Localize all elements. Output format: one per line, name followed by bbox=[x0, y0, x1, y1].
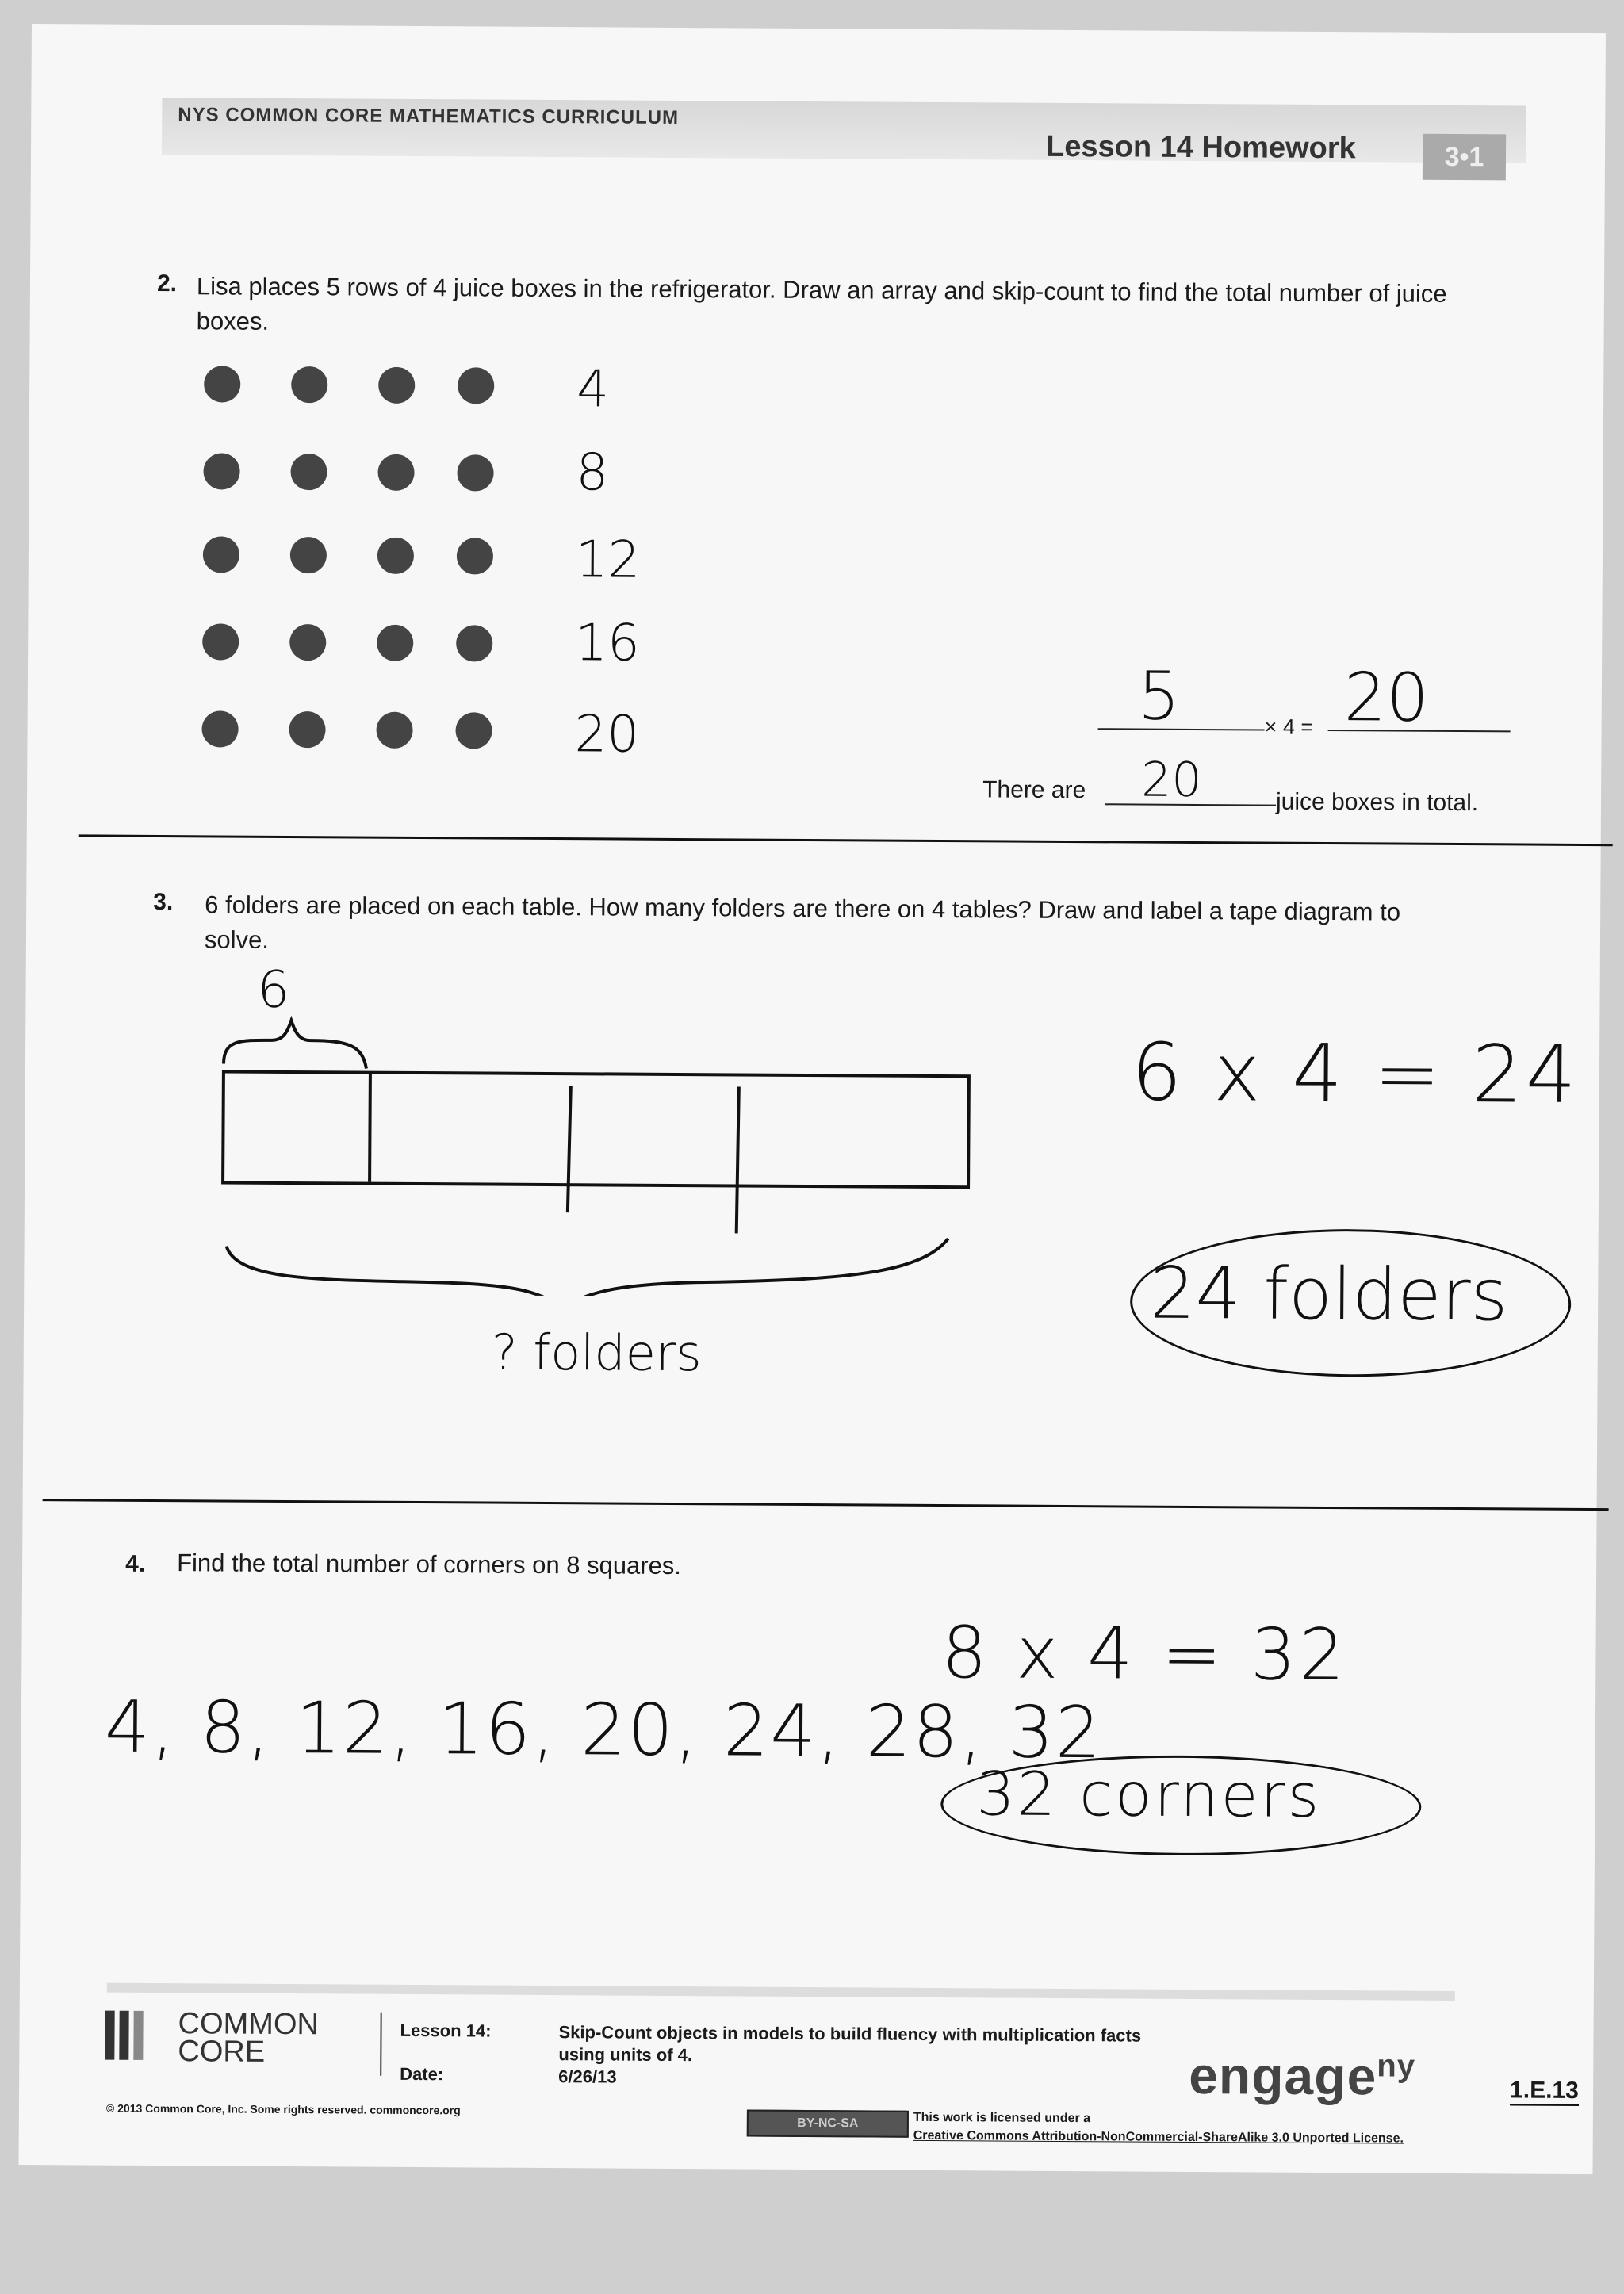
array-dot bbox=[203, 536, 239, 573]
tape-label-bottom: ? folders bbox=[491, 1323, 702, 1383]
lesson-title: Lesson 14 Homework bbox=[1045, 129, 1356, 166]
curriculum-title: NYS COMMON CORE MATHEMATICS CURRICULUM bbox=[178, 104, 680, 128]
sentence-answer: 20 bbox=[1140, 752, 1202, 809]
divider-1 bbox=[79, 834, 1613, 846]
license-badge: BY-NC-SA bbox=[747, 2110, 909, 2138]
tape-divider bbox=[568, 1086, 571, 1212]
page-code: 1.E.13 bbox=[1510, 2077, 1579, 2106]
skip-count-4: 4 bbox=[576, 360, 610, 419]
array-grid bbox=[201, 366, 553, 764]
license-line-2[interactable]: Creative Commons Attribution-NonCommercial-ShareAlike 3.0 Unported License. bbox=[913, 2128, 1404, 2146]
sentence-start: There are bbox=[982, 776, 1086, 804]
array-dot bbox=[201, 710, 238, 747]
problem4-skip-count: 4, 8, 12, 16, 20, 24, 28, 32 bbox=[104, 1685, 1103, 1775]
problem3-number: 3. bbox=[153, 888, 174, 916]
skip-count-20: 20 bbox=[574, 705, 640, 764]
array-dot bbox=[291, 366, 327, 403]
skip-count-16: 16 bbox=[575, 614, 640, 673]
array-dot bbox=[289, 624, 326, 661]
engage-text: engage bbox=[1188, 2045, 1377, 2106]
array-dot bbox=[202, 623, 239, 660]
logo-bar bbox=[105, 2011, 114, 2060]
worksheet-page bbox=[19, 24, 1606, 2174]
array-dot bbox=[377, 625, 413, 661]
skip-count-8: 8 bbox=[576, 443, 609, 503]
array-dot bbox=[456, 625, 492, 661]
problem4-answer: 32 corners bbox=[976, 1758, 1322, 1831]
array-dot bbox=[458, 367, 494, 404]
footer-copyright: © 2013 Common Core, Inc. Some rights reserved. commoncore.org bbox=[105, 2101, 461, 2117]
problem4-equation: 8 x 4 = 32 bbox=[941, 1611, 1348, 1698]
array-dot bbox=[457, 538, 493, 574]
tape-outline bbox=[223, 1072, 969, 1188]
array-dot bbox=[290, 454, 327, 490]
array-dot bbox=[290, 537, 327, 573]
license-line-1: This work is licensed under a bbox=[913, 2110, 1091, 2126]
logo-bar bbox=[133, 2011, 143, 2060]
logo-text-1: COMMON bbox=[178, 2007, 320, 2042]
footer-rule bbox=[107, 1983, 1455, 2001]
grade-module-badge: 3•1 bbox=[1423, 134, 1506, 181]
problem2-prompt: Lisa places 5 rows of 4 juice boxes in the refrigerator. Draw an array and skip-count to find the total number of juice boxes. bbox=[196, 272, 1447, 335]
footer-lesson-label: Lesson 14: bbox=[400, 2020, 492, 2041]
footer-date-label: Date: bbox=[400, 2063, 444, 2085]
tape-divider bbox=[737, 1086, 739, 1233]
sentence-end: juice boxes in total. bbox=[1275, 788, 1479, 817]
engage-sup: ny bbox=[1377, 2048, 1416, 2084]
array-dot bbox=[204, 366, 240, 402]
problem3-prompt: 6 folders are placed on each table. How many folders are there on 4 tables? Draw and label a tape diagram to solve. bbox=[204, 890, 1401, 954]
divider-2 bbox=[43, 1499, 1609, 1511]
equation-blank-1 bbox=[1098, 728, 1265, 730]
logo-bar bbox=[119, 2011, 128, 2060]
logo-text-2: CORE bbox=[178, 2035, 266, 2069]
engageny-logo bbox=[1189, 2045, 1415, 2107]
footer-vertical-rule bbox=[380, 2013, 381, 2076]
problem4-prompt: Find the total number of corners on 8 squares. bbox=[177, 1549, 682, 1580]
equation-answer: 20 bbox=[1343, 658, 1430, 737]
array-dot bbox=[457, 454, 493, 491]
top-brace bbox=[224, 1021, 366, 1069]
problem3-equation: 6 x 4 = 24 bbox=[1131, 1025, 1580, 1121]
equation-blank-value: 5 bbox=[1137, 657, 1181, 735]
problem4-number: 4. bbox=[125, 1550, 146, 1577]
tape-label-top: 6 bbox=[257, 960, 290, 1021]
array-dot bbox=[203, 453, 239, 489]
footer-date-value: 6/26/13 bbox=[558, 2066, 617, 2087]
footer-lesson-desc: Skip-Count objects in models to build fluency with multiplication facts using units of 4. bbox=[558, 2022, 1142, 2066]
array-dot bbox=[376, 712, 412, 749]
bottom-brace bbox=[226, 1235, 948, 1299]
array-dot bbox=[455, 712, 492, 749]
equation-operator: × 4 = bbox=[1264, 714, 1314, 739]
problem3-answer: 24 folders bbox=[1149, 1251, 1508, 1338]
array-dot bbox=[377, 538, 414, 574]
array-dot bbox=[378, 367, 415, 404]
skip-count-12: 12 bbox=[575, 530, 641, 590]
tape-diagram bbox=[206, 1008, 985, 1298]
array-dot bbox=[289, 711, 325, 748]
problem2-number: 2. bbox=[156, 270, 178, 297]
array-dot bbox=[377, 454, 414, 491]
common-core-logo bbox=[105, 2011, 168, 2060]
